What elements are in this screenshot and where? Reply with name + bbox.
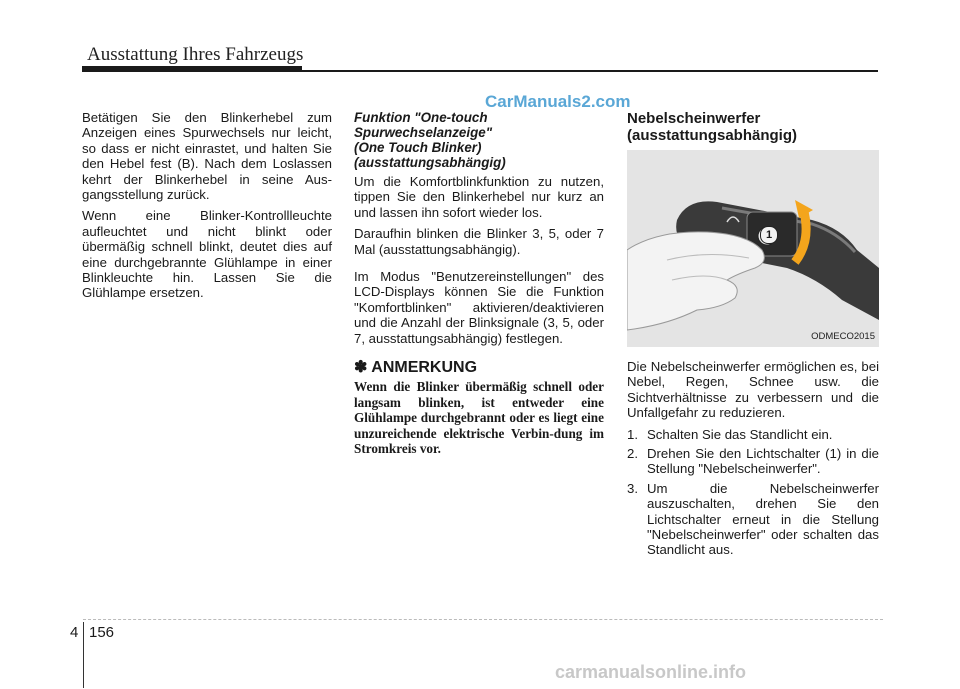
list-item: 1. Schalten Sie das Standlicht ein. <box>627 426 833 442</box>
page-number: 156 <box>89 624 115 641</box>
paragraph-comfort-blink: Um die Komfortblinkfunktion zu nutzen, tippen Sie den Blinkerhebel nur kurz an und lassen ihn sofort wieder los. <box>354 174 604 220</box>
column-left <box>82 110 332 307</box>
list-item: 2. Drehen Sie den Lichtschalter (1) in die Stellung "Nebelscheinwerfer". <box>627 446 879 477</box>
fog-lamp-switch-figure <box>627 150 879 347</box>
one-touch-heading-line2: (One Touch Blinker) <box>354 140 482 155</box>
chapter-number: 4 <box>70 624 79 641</box>
paragraph-indicator-warning: Wenn eine Blinker-Kontrollleuchte aufleuchtet und nicht blinkt oder übermäßig schnell blinkt, deutet dies auf eine durchgebrannte Glühlampe in einer Blinkleuchte hin. Lassen Sie die Glühlampe ersetzen. <box>82 208 332 301</box>
one-touch-heading <box>354 110 604 170</box>
paragraph-fog-intro: Die Nebelscheinwerfer ermöglichen es, bei Nebel, Regen, Schnee usw. die Sichtverhältnisse zu verbessern und die Unfallgefahr zu reduzieren. <box>627 359 879 421</box>
note-title: ✽ ANMERKUNG <box>354 359 478 377</box>
paragraph-lane-change: Betätigen Sie den Blinkerhebel zum Anzeigen eines Spurwechsels nur leicht, so dass er nicht einrastet, und halten Sie den Hebel fest (B). Nach dem Loslassen kehrt der Blinkerhebel in seine Aus-gangsstellung zurück. <box>82 110 332 203</box>
page-header-title: Ausstattung Ihres Fahrzeugs <box>87 44 304 65</box>
paragraph-lcd-settings: Im Modus "Benutzereinstellungen" des LCD-Displays können Sie die Funktion "Komfortblinken" aktivieren/deaktivieren und die Anzahl der Blinksignale (3, 5, oder 7, ausstattungsabhängig) festlegen. <box>354 269 604 346</box>
callout-1-badge: 1 <box>760 226 778 244</box>
fog-lamp-heading: Nebelscheinwerfer (ausstattungsabhängig) <box>627 110 798 144</box>
note-body: Wenn die Blinker übermäßig schnell oder langsam blinken, ist entweder eine Glühlampe durchgebrannt oder es liegt eine unzureichende elektrische Verbin-dung im Stromkreis vor. <box>354 379 604 457</box>
list-item: 3. Um die Nebelscheinwerfer auszuschalten, drehen Sie den Lichtschalter erneut in die Stellung "Nebelscheinwerfer" oder schalten das Standlicht aus. <box>627 480 879 558</box>
watermark-top[interactable]: CarManuals2.com <box>485 92 631 111</box>
fog-lamp-steps <box>627 427 879 558</box>
one-touch-heading-line1: Funktion "One-touch Spurwechselanzeige" <box>354 110 493 140</box>
stalk-illustration <box>627 150 879 347</box>
column-middle <box>354 110 604 457</box>
watermark-bottom[interactable]: carmanualsonline.info <box>555 662 747 682</box>
column-right <box>627 110 879 562</box>
figure-code: ODMECO2015 <box>811 330 875 342</box>
footer-dotted-rule <box>83 619 883 620</box>
paragraph-blink-count: Daraufhin blinken die Blinker 3, 5, oder 7 Mal (ausstattungsabhängig). <box>354 226 604 257</box>
header-rule <box>82 70 878 72</box>
footer-divider <box>83 622 84 688</box>
one-touch-heading-line3: (ausstattungsabhängig) <box>354 155 506 170</box>
